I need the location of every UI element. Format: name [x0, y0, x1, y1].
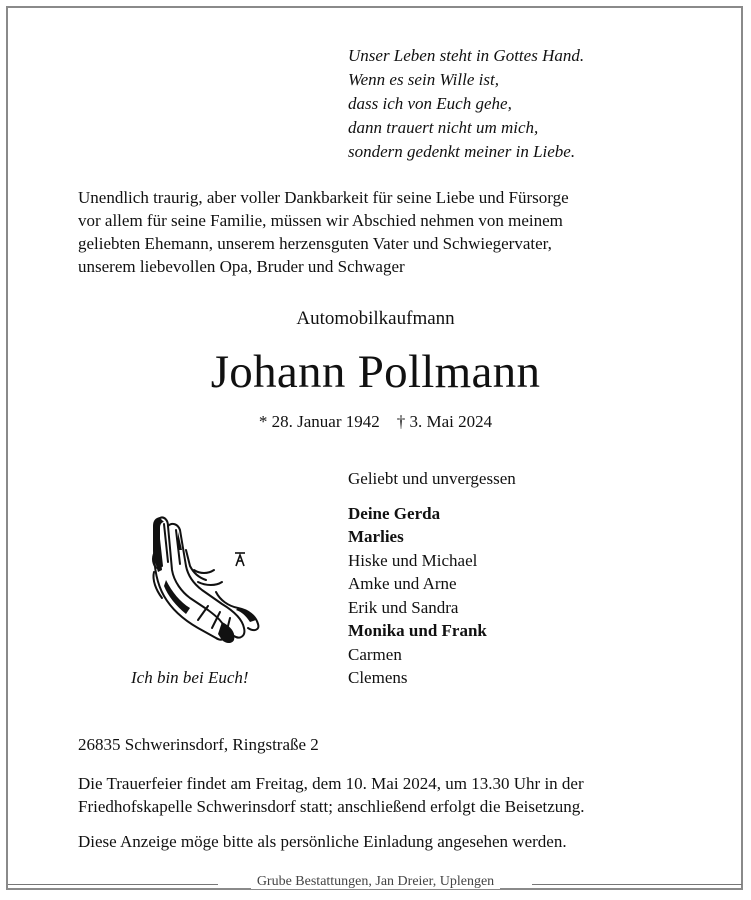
mourner-name: Deine Gerda	[348, 503, 441, 523]
family-address: 26835 Schwerinsdorf, Ringstraße 2	[78, 735, 319, 754]
mourner-name: Erik und Sandra	[348, 597, 459, 617]
intro-line: unserem liebevollen Opa, Bruder und Schwager	[78, 257, 405, 276]
hands-caption: Ich bin bei Euch!	[131, 668, 249, 687]
praying-hands-icon	[138, 510, 268, 650]
intro-text	[78, 186, 678, 278]
intro-line: vor allem für seine Familie, müssen wir Abschied nehmen von meinem	[78, 211, 563, 230]
poem-line: Unser Leben steht in Gottes Hand.	[348, 46, 585, 65]
invitation-text: Diese Anzeige möge bitte als persönliche Einladung angesehen werden.	[78, 832, 567, 851]
poem-line: dass ich von Euch gehe,	[348, 94, 512, 113]
profession: Automobilkaufmann	[296, 308, 455, 329]
mourner-name: Carmen	[348, 644, 402, 664]
ceremony-line: Die Trauerfeier findet am Freitag, dem 10. Mai 2024, um 13.30 Uhr in der	[78, 774, 584, 793]
mourner-name: Marlies	[348, 527, 404, 546]
birth-date: * 28. Januar 1942	[258, 412, 380, 431]
death-date: † 3. Mai 2024	[396, 412, 493, 431]
poem-line: dann trauert nicht um mich,	[348, 118, 539, 137]
cross-icon	[233, 551, 247, 567]
intro-line: Unendlich traurig, aber voller Dankbarkeit für seine Liebe und Fürsorge	[78, 188, 569, 207]
mourner-name: Hiske und Michael	[348, 550, 478, 570]
mourner-name: Clemens	[348, 668, 408, 687]
life-dates	[0, 412, 751, 432]
deceased-name: Johann Pollmann	[210, 346, 541, 398]
undertaker-footer	[0, 874, 751, 890]
poem	[348, 44, 584, 164]
undertaker-name: Grube Bestattungen, Jan Dreier, Uplengen	[251, 874, 500, 889]
mourner-name: Amke und Arne	[348, 574, 457, 593]
poem-line: sondern gedenkt meiner in Liebe.	[348, 142, 576, 161]
ceremony-line: Friedhofskapelle Schwerinsdorf statt; anschließend erfolgt die Beisetzung.	[78, 797, 585, 816]
mourners-list	[348, 467, 516, 690]
mourner-name: Monika und Frank	[348, 621, 487, 640]
intro-line: geliebten Ehemann, unserem herzensguten Vater und Schwiegervater,	[78, 234, 552, 253]
mourners-lead: Geliebt und unvergessen	[348, 469, 516, 488]
ceremony-text	[78, 772, 585, 818]
poem-line: Wenn es sein Wille ist,	[348, 70, 499, 89]
